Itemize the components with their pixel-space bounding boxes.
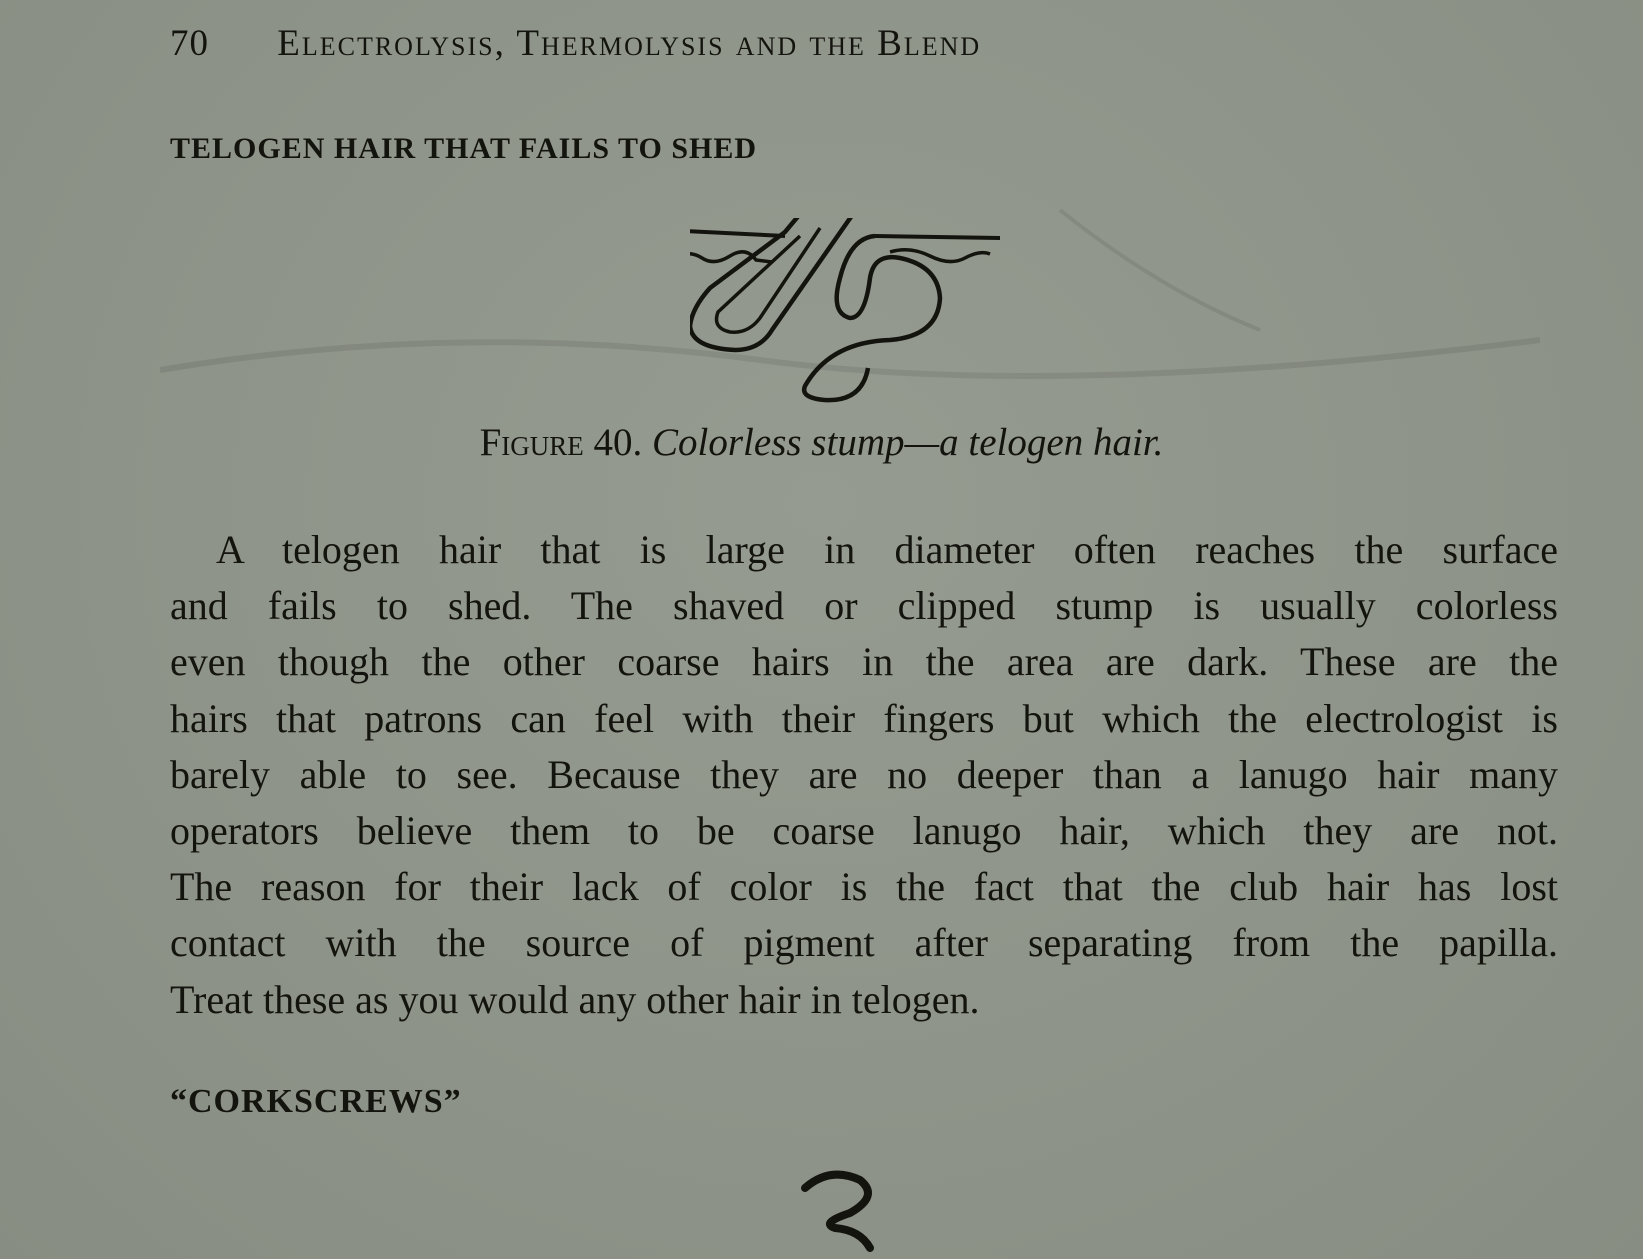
figure-caption-text: Colorless stump—a telogen hair. — [652, 421, 1164, 464]
paragraph-line: even though the other coarse hairs in the area are dark. These are the — [170, 639, 1558, 685]
paragraph-line: hairs that patrons can feel with their fingers but which the electrologist is — [170, 695, 1558, 741]
telogen-hair-follicle-icon — [690, 218, 1060, 408]
paragraph-line: A telogen hair that is large in diameter often reaches the surface — [216, 527, 1558, 572]
paragraph-line: Treat these as you would any other hair in telogen. — [170, 976, 980, 1022]
figure-caption — [0, 420, 1643, 465]
figure-label: Figure 40. — [479, 421, 643, 464]
paragraph-line: barely able to see. Because they are no deeper than a lanugo hair many — [170, 751, 1558, 797]
paragraph-line: contact with the source of pigment after separating from the papilla. — [170, 920, 1558, 966]
running-header — [170, 22, 981, 65]
paragraph-line: The reason for their lack of color is the fact that the club hair has lost — [170, 864, 1558, 910]
paragraph-line: operators believe them to be coarse lanugo hair, which they are not. — [170, 807, 1558, 853]
page-number: 70 — [170, 23, 209, 64]
running-title: Electrolysis, Thermolysis and the Blend — [277, 23, 982, 64]
body-paragraph — [170, 522, 1558, 1028]
section-heading-corkscrews: “CORKSCREWS” — [170, 1083, 462, 1120]
section-heading-telogen: TELOGEN HAIR THAT FAILS TO SHED — [170, 132, 758, 165]
corkscrew-hair-partial-icon — [800, 1168, 910, 1259]
paragraph-line: and fails to shed. The shaved or clipped stump is usually colorless — [170, 583, 1558, 629]
